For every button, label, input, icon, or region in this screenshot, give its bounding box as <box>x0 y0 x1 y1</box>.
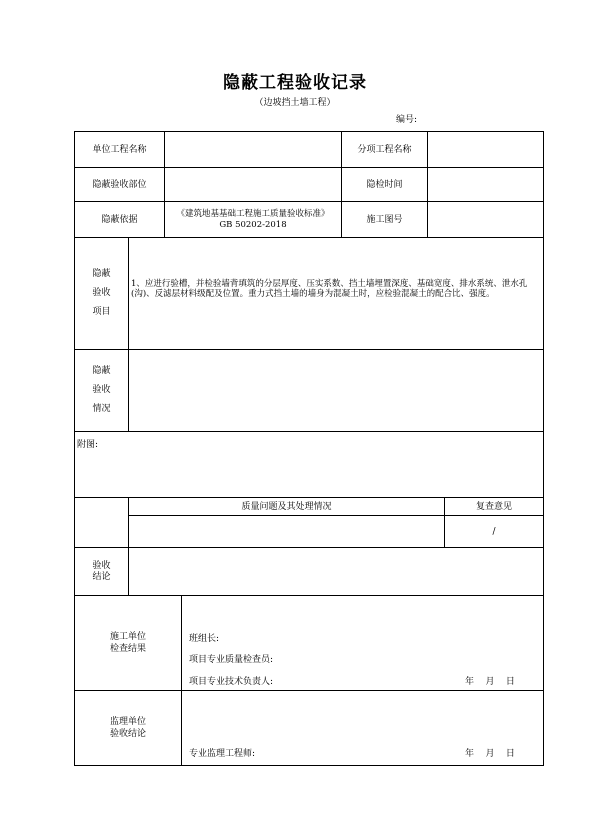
situation-content[interactable] <box>131 350 541 431</box>
grid-line <box>128 237 129 431</box>
items-label-line: 隐蔽 <box>92 269 111 279</box>
page-title: 隐蔽工程验收记录 <box>223 73 367 93</box>
situation-label <box>75 350 128 431</box>
situation-label-line: 验收 <box>92 385 111 395</box>
hidden-part-label: 隐蔽验收部位 <box>92 179 147 190</box>
sub-project-field[interactable] <box>428 132 543 167</box>
attachment-label: 附图: <box>77 440 99 450</box>
doc-number-label: 编号: <box>396 115 418 125</box>
supervising-engineer-label: 专业监理工程师: <box>189 749 256 759</box>
construction-date: 年 月 日 <box>465 677 515 687</box>
inspection-time-label: 隐检时间 <box>366 179 403 190</box>
drawing-number-field[interactable] <box>428 202 543 237</box>
basis-label: 隐蔽依据 <box>101 214 138 225</box>
basis-standard-name: 《建筑地基基础工程施工质量验收标准》 <box>176 208 330 219</box>
conclusion-label-line: 结论 <box>92 571 111 582</box>
items-label-line: 项目 <box>92 307 111 317</box>
review-opinion-header: 复查意见 <box>475 501 512 512</box>
team-leader-label: 班组长: <box>189 634 220 644</box>
conclusion-field[interactable] <box>131 548 541 595</box>
unit-project-label: 单位工程名称 <box>92 144 147 155</box>
conclusion-label-line: 验收 <box>92 560 111 571</box>
unit-project-field[interactable] <box>165 132 341 167</box>
items-label <box>75 238 128 349</box>
situation-label-line: 情况 <box>92 404 111 414</box>
table-border-bottom <box>74 765 544 766</box>
table-border-right <box>543 131 544 766</box>
quality-inspector-label: 项目专业质量检查员: <box>189 655 274 665</box>
items-label-line: 验收 <box>92 288 111 298</box>
conclusion-label <box>75 548 128 595</box>
construction-label-line: 检查结果 <box>109 644 146 654</box>
drawing-number-label: 施工图号 <box>366 214 403 225</box>
sub-project-label: 分项工程名称 <box>357 144 412 155</box>
supervision-label-line: 监理单位 <box>109 717 146 727</box>
tech-lead-label: 项目专业技术负责人: <box>189 677 274 687</box>
situation-label-line: 隐蔽 <box>92 366 111 376</box>
hidden-part-field[interactable] <box>165 168 341 201</box>
grid-line <box>181 595 182 765</box>
grid-line <box>74 431 544 432</box>
page-subtitle: （边坡挡土墙工程） <box>254 98 336 108</box>
construction-unit-label <box>75 596 181 690</box>
supervision-date: 年 月 日 <box>465 749 515 759</box>
supervision-unit-label <box>75 691 181 765</box>
inspection-time-field[interactable] <box>428 168 543 201</box>
review-opinion-field[interactable]: / <box>492 526 496 537</box>
construction-label-line: 施工单位 <box>109 632 146 642</box>
items-content[interactable]: 1、应进行验槽，并检验墙背填筑的分层厚度、压实系数、挡土墙埋置深度、基础宽度、排水系统、泄水孔(沟)、反滤层材料级配及位置。重力式挡土墙的墙身为混凝土时，应检验混凝土的配合比、强度。 <box>131 278 528 299</box>
basis-standard-code: GB 50202-2018 <box>219 219 287 230</box>
quality-problems-header: 质量问题及其处理情况 <box>241 501 332 512</box>
basis-field[interactable] <box>165 202 341 237</box>
quality-problems-field[interactable] <box>129 516 444 547</box>
supervision-label-line: 验收结论 <box>109 729 146 739</box>
